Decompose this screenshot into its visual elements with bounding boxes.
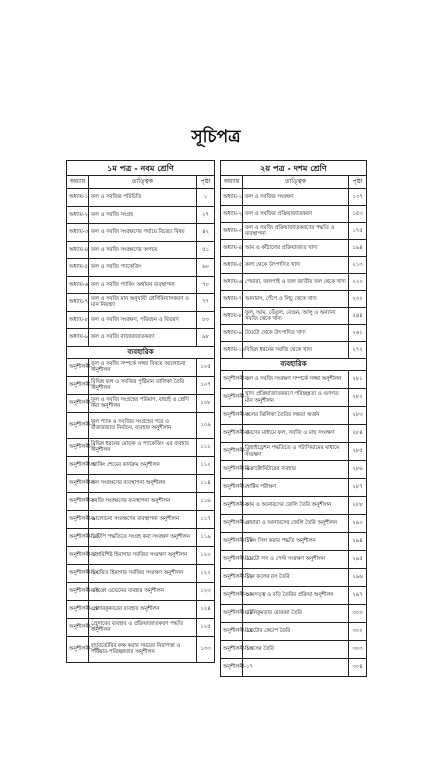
chapter-cell: অধ্যায়-৬ — [221, 274, 243, 291]
table-row — [221, 569, 367, 587]
page-cell: ২৮৭ — [349, 479, 367, 497]
page-cell: ২৯০ — [349, 515, 367, 533]
topic-cell: ডিহাইড্রেশন পদ্ধতিতে ও পটাসিয়ামের মাধ্যমে সংরক্ষণ — [243, 443, 349, 461]
page-cell: ২৮৩ — [349, 407, 367, 425]
chapter-cell: অধ্যায়-১ — [67, 189, 89, 207]
practical-heading-row — [221, 359, 367, 371]
chapter-cell: অধ্যায়-৮ — [67, 311, 89, 329]
topic-cell: ফল প্যাক ও সবজির সংগ্রহের পরে ও বাজারজাত নির্বাচন, ব্যবহার অনুশীলন — [89, 412, 197, 438]
table-row — [221, 425, 367, 443]
table-row — [67, 241, 215, 259]
table-row — [67, 276, 215, 294]
exercise-cell: অনুশীলনী-১৭ — [221, 659, 243, 677]
exercise-cell: অনুশীলনী-১৩ — [221, 587, 243, 605]
table-row — [67, 259, 215, 277]
table-row — [221, 189, 367, 206]
topic-cell: ফল ও সবজি সংরক্ষণের পর্যায়ে বিবেচ্য বিষয় — [89, 224, 197, 242]
topic-cell: ফল ও সবজি সংরক্ষণের অপচয় — [89, 241, 197, 259]
topic-cell: ফল ও সবজি প্রক্রিয়াজাতকরণের পদ্ধতি ও ব্যবস্থাপনা — [243, 223, 349, 240]
page-cell: ৭০ — [197, 276, 215, 294]
page-cell: ১৯৪ — [349, 240, 367, 257]
topic-cell: বিভিন্ন ফল ও সবজির পুষ্টিমান তালিকা তৈরি অনুশীলন — [89, 376, 197, 394]
exercise-cell: অনুশীলনী-১ — [221, 371, 243, 389]
table-class-ten — [220, 160, 367, 677]
table-row — [221, 325, 367, 342]
exercise-cell: অনুশীলনী-১০ — [221, 533, 243, 551]
topic-cell: আনারস, পেঁপে ও লিচু থেকে খাদ্য — [243, 291, 349, 308]
page-cell: ১৩৭ — [349, 189, 367, 206]
topic-cell: চিপসের তৈরি — [243, 641, 349, 659]
page-cell: ১২৩ — [197, 582, 215, 600]
topic-cell: তাপবিশিষ্ট হিমাগার সবজির সংরক্ষণ অনুশীলন — [89, 546, 197, 564]
exercise-cell: অনুশীলনী-১৪ — [221, 605, 243, 623]
topic-cell: ফল ও সবজি প্যাকিং অর্থায়ন ব্যবস্থাপনা — [89, 276, 197, 294]
table-row — [67, 358, 215, 376]
page-cell: ১০৯ — [197, 412, 215, 438]
table-row — [67, 528, 215, 546]
page-cell: ২৭ — [197, 206, 215, 224]
topic-cell: পেক্টিন পরীক্ষণ — [243, 479, 349, 497]
page-cell: ২৮৪ — [349, 425, 367, 443]
page-cell: ৩০২ — [349, 623, 367, 641]
exercise-cell: অনুশীলনী-২ — [221, 389, 243, 407]
table-row — [221, 371, 367, 389]
table-row — [221, 291, 367, 308]
topic-cell: ফল ও সবজি প্যাকেজিং — [89, 259, 197, 277]
page-cell: ২৯৪ — [349, 533, 367, 551]
table-row — [67, 600, 215, 618]
page-cell: ১১২ — [197, 456, 215, 474]
page-cell: ২৮৬ — [349, 461, 367, 479]
table-row — [221, 533, 367, 551]
topic-cell: বিভিন্ন ধরনের মোড়ক ও প্যাকেজিং এর ব্যবহার অনুশীলন — [89, 438, 197, 456]
table-row — [221, 223, 367, 240]
exercise-cell: অনুশীলনী-১০ — [67, 528, 89, 546]
table-row — [221, 342, 367, 359]
page-cell: ৯৮ — [197, 329, 215, 347]
page-cell: ২৮২ — [349, 389, 367, 407]
table-row — [221, 461, 367, 479]
topic-cell: মাইক্রো ওভেনের ব্যবহার অনুশীলন — [89, 582, 197, 600]
exercise-cell: অনুশীলনী-৭ — [67, 474, 89, 492]
theory-header: তাত্ত্বিক — [243, 176, 349, 189]
topic-cell: আম ও কাঁঠালের প্রক্রিয়াজাত খাদ্য — [243, 240, 349, 257]
chapter-cell: অধ্যায়-৪ — [221, 240, 243, 257]
header-row — [67, 176, 215, 189]
topic-cell: রিফ্রাক্টোমিটারের ব্যবহার — [243, 461, 349, 479]
table-row — [221, 257, 367, 274]
topic-cell: ফুল, আম, তেঁতুল, বেগুন, আলু ও অন্যান্য সবজি থেকে খাদ্য — [243, 308, 349, 325]
topic-cell: প্রেসারের ব্যবহার ও প্রক্রিয়াজাতকরণ পদ্ধতি অনুশীলন — [89, 618, 197, 636]
table-row — [221, 206, 367, 223]
table-row — [67, 206, 215, 224]
page-cell: ১২২ — [197, 564, 215, 582]
table-row — [221, 308, 367, 325]
topic-cell: প্রেসারকুকারের ব্যবহার অনুশীলন — [89, 600, 197, 618]
table-row — [221, 389, 367, 407]
table-row — [67, 546, 215, 564]
page-cell: ১৩৩ — [197, 636, 215, 662]
topic-cell: খাদ্য প্রক্রিয়াজাতকরণে পরিচ্ছন্নতা ও গুণগত মান অনুশীলন — [243, 389, 349, 407]
exercise-cell: অনুশীলনী-১৬ — [67, 636, 89, 662]
table-row — [221, 623, 367, 641]
chapter-cell: অধ্যায়-২ — [67, 206, 89, 224]
chapter-cell: অধ্যায়-২ — [221, 206, 243, 223]
table-row — [221, 641, 367, 659]
table-row — [67, 394, 215, 412]
topic-cell: টিনিং সিল করার পদ্ধতি অনুশীলন — [243, 533, 349, 551]
exercise-cell: অনুশীলনী-৪ — [67, 412, 89, 438]
topic-cell: টমেটো থেকে উৎপাদিত খাদ্য — [243, 325, 349, 342]
chapter-cell: অধ্যায়-৪ — [67, 241, 89, 259]
page-cell: ১১১ — [197, 438, 215, 456]
topic-cell — [243, 659, 349, 677]
page-cell: ২৮৮ — [349, 497, 367, 515]
table-row — [221, 240, 367, 257]
page-cell: ২৮৫ — [349, 443, 367, 461]
topic-cell: টিনে ফলের রস তৈরি — [243, 569, 349, 587]
page-cell: ১১৭ — [197, 510, 215, 528]
table-title: ২য় পত্র - দশম শ্রেণি — [221, 161, 367, 176]
exercise-cell: অনুশীলনী-৮ — [221, 497, 243, 515]
table-class-nine — [66, 160, 215, 663]
chapter-cell: অধ্যায়-৯ — [221, 325, 243, 342]
topic-cell: ফল ও সবজি সংরক্ষণ, পরিবহন ও বিতরণ — [89, 311, 197, 329]
page-cell: ২৯৫ — [349, 551, 367, 569]
topic-cell: লবণের মাধ্যমে ফল, সবজি ও মাছ সংরক্ষণ — [243, 425, 349, 443]
practical-heading: ব্যবহারিক — [221, 359, 367, 371]
table-row — [221, 587, 367, 605]
table-title-row — [67, 161, 215, 176]
table-row — [67, 376, 215, 394]
page-cell: ৩০৪ — [349, 659, 367, 677]
page-cell: ৪২ — [197, 224, 215, 242]
table-row — [221, 551, 367, 569]
table-row — [67, 456, 215, 474]
exercise-cell: অনুশীলনী-৫ — [67, 438, 89, 456]
exercise-cell: অনুশীলনী-১১ — [67, 546, 89, 564]
page-cell: ১০৭ — [197, 376, 215, 394]
table-row — [67, 510, 215, 528]
topic-cell: ফল ও সবজির প্রক্রিয়াজাতকরণ — [243, 206, 349, 223]
page-cell: ১৫৩ — [349, 206, 367, 223]
chapter-cell: অধ্যায়-৮ — [221, 308, 243, 325]
chapter-cell: অধ্যায়-৬ — [67, 276, 89, 294]
chapter-cell: অধ্যায়-১০ — [221, 342, 243, 359]
table-row — [67, 224, 215, 242]
chapter-cell: অধ্যায়-৭ — [67, 294, 89, 312]
exercise-cell: অনুশীলনী-৯ — [221, 515, 243, 533]
table-row — [67, 329, 215, 347]
chapter-cell: অধ্যায়-৭ — [221, 291, 243, 308]
table-row — [221, 659, 367, 677]
page-cell: ২৯৭ — [349, 587, 367, 605]
exercise-cell: অনুশীলনী-১৩ — [67, 582, 89, 600]
topic-cell: পেয়ারা, জলপাই ও জল জাতীয় ফল থেকে খাদ্য — [243, 274, 349, 291]
table-row — [67, 636, 215, 662]
page-cell: ১ — [197, 189, 215, 207]
theory-header: তাত্ত্বিক — [89, 176, 197, 189]
topic-cell: ফল ও সবজি বাজারজাতকরণ — [89, 329, 197, 347]
page-cell: ২৩২ — [349, 291, 367, 308]
topic-cell: ফল ও সবজি সংগ্রহের পরিমাণ, বাছাই ও শ্রেণি করা অনুশীলন — [89, 394, 197, 412]
table-row — [67, 582, 215, 600]
exercise-cell: অনুশীলনী-৭ — [221, 479, 243, 497]
topic-cell: ডিটিপি পদ্ধতিতে সংগ্রহ করা সংরক্ষণ অনুশীলন — [89, 528, 197, 546]
header-row — [221, 176, 367, 189]
table-row — [67, 618, 215, 636]
topic-cell: ফল ও সবজি সম্পর্কে সজ্জা বিষয়ে আলোচনা অনুশীলন — [89, 358, 197, 376]
chapter-cell: অধ্যায়-৩ — [221, 223, 243, 240]
exercise-cell: অনুশীলনী-১৬ — [221, 641, 243, 659]
topic-cell: বিভিন্ন ধরনের সবজি থেকে খাদ্য — [243, 342, 349, 359]
topic-cell: ফল ও সবজির সংরক্ষণ — [243, 189, 349, 206]
page-header: পৃষ্ঠা — [349, 176, 367, 189]
exercise-cell: অনুশীলনী-৫ — [221, 443, 243, 461]
exercise-cell: অনুশীলনী-১১ — [221, 551, 243, 569]
page-cell: ১০৮ — [197, 394, 215, 412]
topic-cell: টমেটো সস ও পেস্ট সংরক্ষণ অনুশীলন — [243, 551, 349, 569]
table-row — [221, 443, 367, 461]
page-cell: ১১৯ — [197, 528, 215, 546]
page-cell: ২২০ — [349, 274, 367, 291]
table-row — [67, 412, 215, 438]
chapter-cell: অধ্যায়-১ — [221, 189, 243, 206]
page-cell: ২৭২ — [349, 342, 367, 359]
chapter-cell: অধ্যায়-৫ — [67, 259, 89, 277]
exercise-cell: অনুশীলনী-১৫ — [221, 623, 243, 641]
topic-cell: টমেটোর কেচাপ তৈরি — [243, 623, 349, 641]
table-row — [221, 605, 367, 623]
topic-cell: আম ও আনারসের জেলি তৈরি অনুশীলন — [243, 497, 349, 515]
table-row — [67, 189, 215, 207]
topic-cell: ফল সংরক্ষণের ব্যবস্থাপনা অনুশীলন — [89, 474, 197, 492]
chapter-cell: অধ্যায়-৫ — [221, 257, 243, 274]
page-cell: ১৭৫ — [349, 223, 367, 240]
topic-cell: ফলের ঝিলিকা তৈরির দক্ষতা অর্জন — [243, 407, 349, 425]
table-row — [221, 515, 367, 533]
topic-cell: আমসত্ত্ব ও বড়ি তৈরির প্রক্রিয়া অনুশীলন — [243, 587, 349, 605]
page-header: পৃষ্ঠা — [197, 176, 215, 189]
topic-cell: ফল ও সবজি মান অনুযায়ী শ্রেণিবিন্যাসকরণ ও মান নিয়ন্ত্রণ — [89, 294, 197, 312]
chapter-cell: অধ্যায়-৯ — [67, 329, 89, 347]
page-cell: ৭৭ — [197, 294, 215, 312]
chapter-cell: অধ্যায়-৩ — [67, 224, 89, 242]
topic-cell: ফল ও সবজি সংগ্রহ — [89, 206, 197, 224]
exercise-cell: অনুশীলনী-৪ — [221, 425, 243, 443]
page-cell: ২৪৪ — [349, 308, 367, 325]
topic-cell: ফল ও সবজি সংরক্ষণ সম্পর্কে সজ্জা অনুশীলন — [243, 371, 349, 389]
page-cell: ৩০০ — [349, 605, 367, 623]
topic-cell: ল্যাবরেটরির কক্ষ করার সময়ের নিরাপত্তা ও পরিষ্কার-পরিচ্ছন্নতার অনুশীলন — [89, 636, 197, 662]
page-cell: ২১৩ — [349, 257, 367, 274]
table-title: ১ম পত্র - নবম শ্রেণি — [67, 161, 215, 176]
topic-cell: ফল ও সবজির পরিচিতি — [89, 189, 197, 207]
page-cell: ১২৫ — [197, 618, 215, 636]
page-cell: ২৮১ — [349, 371, 367, 389]
exercise-cell: অনুশীলনী-১৫ — [67, 618, 89, 636]
topic-cell: চাটনিকুমড়ার মোরব্বা তৈরি — [243, 605, 349, 623]
page-cell: ১১৬ — [197, 492, 215, 510]
topic-cell: আলোচনা সংরক্ষণের ব্যবস্থাপনা অনুশীলন — [89, 510, 197, 528]
page-cell: ৬০ — [197, 259, 215, 277]
table-row — [221, 407, 367, 425]
table-row — [221, 274, 367, 291]
exercise-cell: অনুশীলনী-৬ — [67, 456, 89, 474]
page-cell: ১২০ — [197, 546, 215, 564]
page-cell: ৫১ — [197, 241, 215, 259]
practical-heading-row — [67, 346, 215, 358]
exercise-cell: অনুশীলনী-৮ — [67, 492, 89, 510]
table-title-row — [221, 161, 367, 176]
exercise-cell: অনুশীলনী-১২ — [221, 569, 243, 587]
page-cell: ২৬১ — [349, 325, 367, 342]
exercise-cell: অনুশীলনী-৩ — [221, 407, 243, 425]
table-row — [67, 311, 215, 329]
page-cell: ২৯৬ — [349, 569, 367, 587]
practical-heading: ব্যবহারিক — [67, 346, 215, 358]
chapter-header: অধ্যায় — [221, 176, 243, 189]
page-cell: ১২৪ — [197, 600, 215, 618]
exercise-cell: অনুশীলনী-১২ — [67, 564, 89, 582]
topic-cell: হিমায়িত হিমাগার সবজির সংরক্ষণ অনুশীলন — [89, 564, 197, 582]
topic-cell: প্যাকিং শেডের কার্যক্রম অনুশীলন — [89, 456, 197, 474]
exercise-cell: অনুশীলনী-৯ — [67, 510, 89, 528]
page-cell: ১০৫ — [197, 358, 215, 376]
page-cell: ৮৩ — [197, 311, 215, 329]
exercise-cell: অনুশীলনী-১৪ — [67, 600, 89, 618]
chapter-header: অধ্যায় — [67, 176, 89, 189]
page-title: সূচিপত্র — [191, 127, 241, 147]
table-row — [67, 438, 215, 456]
topic-cell: সবজি সংরক্ষণের ব্যবস্থাপনা অনুশীলন — [89, 492, 197, 510]
exercise-cell: অনুশীলনী-১ — [67, 358, 89, 376]
table-row — [221, 479, 367, 497]
topic-cell: পেয়ারা ও আনারসের জেলি তৈরি অনুশীলন — [243, 515, 349, 533]
page-cell: ১১৪ — [197, 474, 215, 492]
topic-cell: কলা থেকে উৎপাদিত খাদ্য — [243, 257, 349, 274]
exercise-cell: অনুশীলনী-৩ — [67, 394, 89, 412]
table-row — [67, 564, 215, 582]
table-row — [67, 294, 215, 312]
exercise-cell: অনুশীলনী-৬ — [221, 461, 243, 479]
page-cell: ৩০৩ — [349, 641, 367, 659]
table-row — [221, 497, 367, 515]
exercise-cell: অনুশীলনী-২ — [67, 376, 89, 394]
table-row — [67, 474, 215, 492]
table-row — [67, 492, 215, 510]
